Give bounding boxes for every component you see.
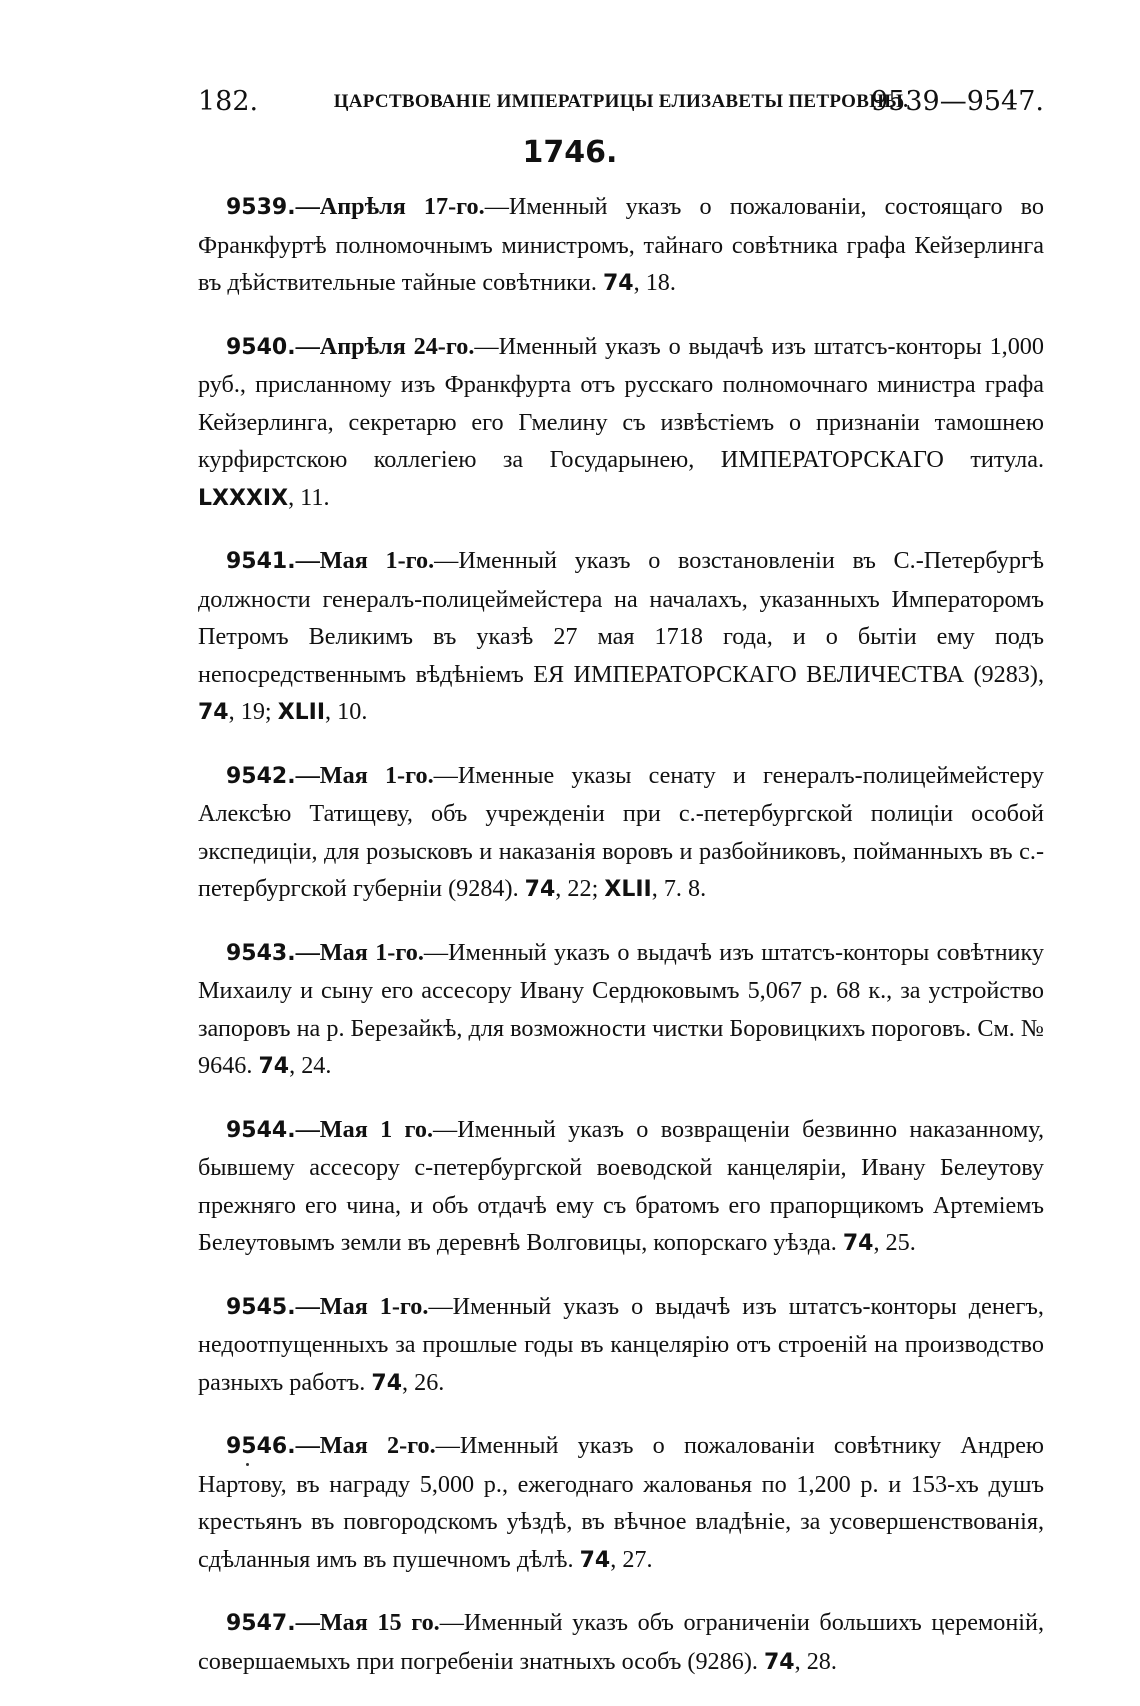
entry-text: —Именный указъ о выдачѣ изъ штатсъ-конторы денегъ, недоотпущенныхъ за прошлые годы въ канцелярію отъ строеній на производство разныхъ работъ. bbox=[198, 1292, 1044, 1396]
entry-date: —Мая 2-го. bbox=[295, 1432, 436, 1459]
entry bbox=[198, 934, 1044, 1086]
entry-date: —Мая 15 го. bbox=[295, 1609, 440, 1636]
entry-number: 9545. bbox=[226, 1294, 296, 1320]
volume-ref: 74 bbox=[371, 1370, 403, 1396]
entry-date: —Апрѣля 17-го. bbox=[295, 193, 485, 220]
page-ref: , 27. bbox=[610, 1545, 653, 1573]
entry-date: —Мая 1-го. bbox=[295, 547, 435, 574]
page-ref: , 25. bbox=[873, 1229, 916, 1256]
entry-number: 9542. bbox=[226, 763, 296, 789]
entry bbox=[198, 542, 1044, 732]
page-ref: , 11. bbox=[288, 483, 330, 511]
entry-date: —Мая 1-го. bbox=[295, 761, 434, 789]
entry bbox=[198, 328, 1044, 518]
page-ref: , 28. bbox=[794, 1647, 837, 1675]
page-ref: , 22; bbox=[555, 875, 599, 902]
entry-number: 9543. bbox=[226, 940, 296, 966]
entry-text: —Именный указъ о выдачѣ изъ штатсъ-конторы 1,000 руб., присланному изъ Франкфурта отъ русскаго полномочнаго министра графа Кейзерлинга, секретарю его Гмелину съ извѣстіемъ о признаніи тамошнею курфирстскою коллегіею за Государынею, ИМПЕРАТОРСКАГО титула. bbox=[198, 332, 1044, 473]
entry-date: —Мая 1-го. bbox=[295, 1292, 429, 1320]
entry-number: 9540. bbox=[226, 334, 296, 360]
running-head bbox=[198, 86, 1044, 126]
volume-ref: 74 bbox=[842, 1231, 874, 1256]
entry-number: 9539. bbox=[226, 195, 296, 220]
running-title: ЦАРСТВОВАНІЕ ИМПЕРАТРИЦЫ ЕЛИЗАВЕТЫ ПЕТРОВНЫ. bbox=[333, 91, 909, 112]
entry-number: 9544. bbox=[226, 1117, 296, 1143]
entry-number-range: 9539—9547. bbox=[870, 86, 1044, 117]
entry bbox=[198, 188, 1044, 303]
entry-date: —Апрѣля 24-го. bbox=[295, 332, 475, 360]
entry-text: —Именный указъ о пожалованіи, состоящаго во Франкфуртѣ полномочнымъ министромъ, тайнаго совѣтника графа Кейзерлинга въ дѣйствительные тайные совѣтники. bbox=[198, 193, 1044, 296]
entry-date: —Мая 1 го. bbox=[295, 1115, 434, 1143]
entry-number: 9546. bbox=[226, 1434, 296, 1459]
volume-ref: 74 bbox=[579, 1547, 611, 1573]
entry bbox=[198, 757, 1044, 909]
page-ref: , 19; bbox=[228, 698, 272, 725]
volume-ref: 74 bbox=[602, 271, 634, 296]
entry bbox=[198, 1427, 1044, 1579]
entry-text: —Именный указъ о возстановленіи въ С.-Петербургѣ должности генералъ-полицеймейстера на началахъ, указанныхъ Императоромъ Петромъ Великимъ въ указѣ 27 мая 1718 года, и о бытіи ему подъ непосредственнымъ вѣдѣніемъ ЕЯ ИМПЕРАТОРСКАГО ВЕЛИЧЕСТВА (9283), bbox=[198, 547, 1044, 688]
entry-date: —Мая 1-го. bbox=[295, 938, 424, 966]
entry-number: 9547. bbox=[226, 1611, 296, 1636]
page-ref-secondary: , 10. bbox=[325, 698, 368, 725]
entry bbox=[198, 1604, 1044, 1681]
entry-text: —Именный указъ о возвращеніи безвинно наказанному, бывшему ассесору с-петербургской воеводской канцеляріи, Ивану Белеутову прежняго его чина, и объ отдачѣ ему съ братомъ его прапорщикомъ Артеміемъ Белеутовымъ земли въ деревнѣ Волговицы, копорскаго уѣзда. bbox=[198, 1115, 1044, 1256]
page-number: 182. bbox=[198, 86, 259, 117]
print-speck bbox=[246, 1463, 249, 1466]
entry bbox=[198, 1111, 1044, 1263]
volume-ref-secondary: XLII bbox=[604, 877, 652, 902]
entry-text: —Именный указъ объ ограниченіи большихъ церемоній, совершаемыхъ при погребеніи знатныхъ особъ (9286). bbox=[198, 1609, 1044, 1675]
entries-list bbox=[198, 188, 1044, 1706]
entry bbox=[198, 1288, 1044, 1403]
page-ref: , 26. bbox=[402, 1368, 445, 1396]
volume-ref: 74 bbox=[524, 877, 556, 902]
volume-ref: LXXXIX bbox=[198, 485, 289, 511]
page-ref-secondary: , 7. 8. bbox=[651, 875, 707, 902]
entry-number: 9541. bbox=[226, 549, 296, 574]
entry-text: —Именные указы сенату и генералъ-полицеймейстеру Алексѣю Татищеву, объ учрежденіи при с.-петербургской полиціи особой экспедиціи, для розысковъ и наказанія воровъ и разбойниковъ, пойманныхъ въ с.-петербургской губерніи (9284). bbox=[198, 761, 1044, 902]
page-ref: , 18. bbox=[633, 269, 676, 296]
volume-ref-secondary: XLII bbox=[277, 700, 326, 725]
volume-ref: 74 bbox=[258, 1054, 290, 1079]
volume-ref: 74 bbox=[198, 700, 229, 725]
volume-ref: 74 bbox=[763, 1649, 795, 1675]
year-heading: 1746. bbox=[522, 135, 618, 170]
entry-text: —Именный указъ о выдачѣ изъ штатсъ-конторы совѣтнику Михаилу и сыну его ассесору Ивану Сердюковымъ 5,067 р. 68 к., за устройство запоровъ на р. Березайкѣ, для возможности чистки Боровицкихъ пороговъ. См. № 9646. bbox=[198, 938, 1044, 1079]
entry-text: —Именный указъ о пожалованіи совѣтнику Андрею Нартову, въ награду 5,000 р., ежегоднаго жалованья по 1,200 р. и 153-хъ душъ крестьянъ въ повгородскомъ уѣздѣ, въ вѣчное владѣніе, за усовершенствованія, сдѣланныя имъ въ пушечномъ дѣлѣ. bbox=[198, 1432, 1044, 1573]
page-ref: , 24. bbox=[289, 1052, 332, 1079]
